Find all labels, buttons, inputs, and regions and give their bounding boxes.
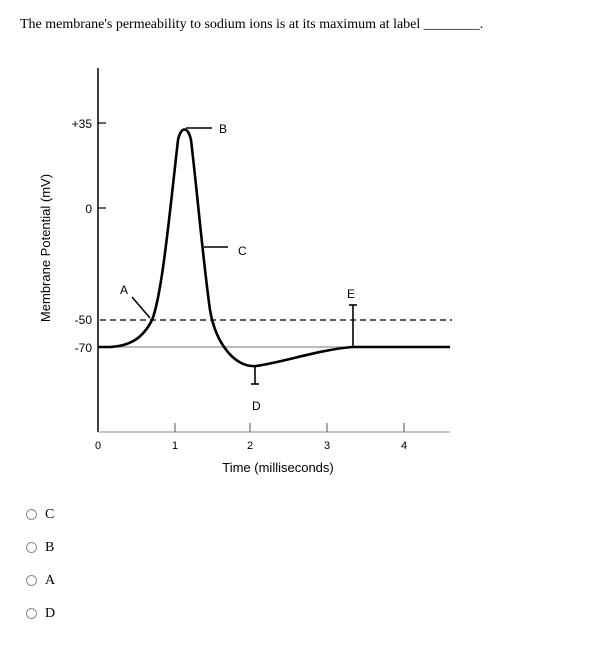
- choice-label: A: [45, 572, 56, 588]
- point-label-c: C: [238, 244, 247, 258]
- x-tick-label: 3: [323, 440, 331, 452]
- radio-button[interactable]: [26, 509, 37, 520]
- point-label-a: A: [120, 283, 129, 297]
- choice-a[interactable]: [26, 564, 55, 597]
- choice-label: D: [45, 605, 56, 621]
- choice-d[interactable]: [26, 597, 55, 630]
- x-axis-label: Time (milliseconds): [222, 460, 334, 475]
- action-potential-diagram: [0, 50, 610, 490]
- choice-b[interactable]: [26, 531, 55, 564]
- action-potential-curve: [98, 130, 450, 367]
- y-axis-label: Membrane Potential (mV): [38, 173, 53, 323]
- radio-button[interactable]: [26, 575, 37, 586]
- point-label-e: E: [347, 287, 356, 301]
- y-tick-label: +35: [71, 117, 92, 131]
- marker-a: [132, 297, 150, 318]
- y-tick-label: 0: [85, 202, 92, 216]
- x-tick-label: 1: [171, 440, 179, 452]
- x-tick-label: 0: [94, 440, 102, 452]
- x-tick-label: 4: [400, 440, 408, 452]
- y-tick-label: -70: [74, 341, 92, 355]
- choice-c[interactable]: [26, 498, 55, 531]
- y-tick-label: -50: [74, 313, 92, 327]
- radio-button[interactable]: [26, 608, 37, 619]
- point-label-d: D: [252, 399, 261, 413]
- choice-label: C: [45, 506, 55, 522]
- choice-label: B: [45, 539, 55, 555]
- x-tick-label: 2: [246, 440, 254, 452]
- radio-button[interactable]: [26, 542, 37, 553]
- question-text: The membrane's permeability to sodium ions is at its maximum at label ________.: [20, 17, 484, 32]
- point-label-b: B: [219, 122, 228, 136]
- answer-choices: [26, 498, 55, 630]
